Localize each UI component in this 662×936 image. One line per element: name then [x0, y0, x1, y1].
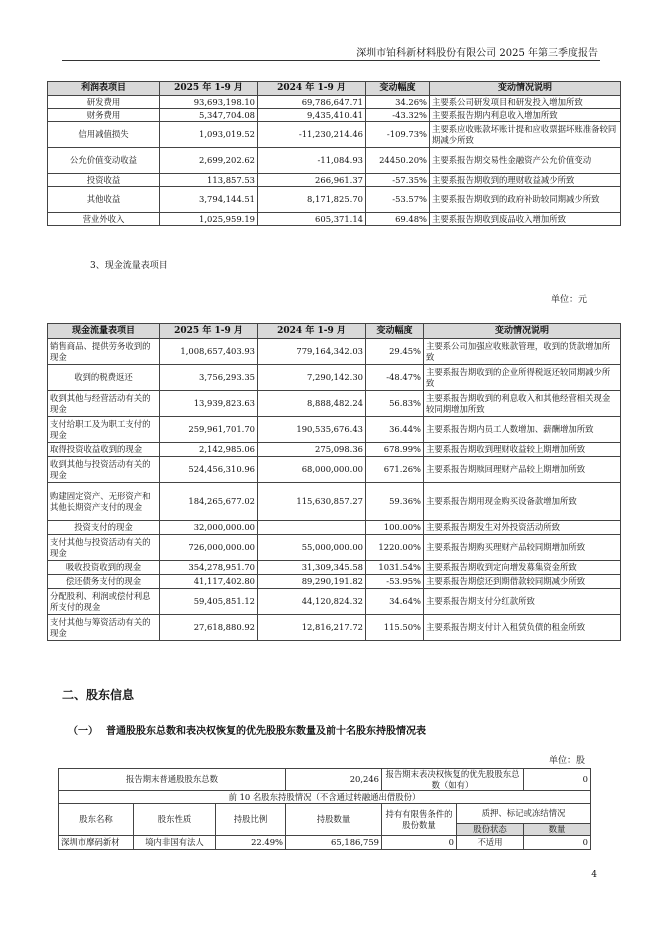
row-value-2025: 41,117,402.80 [160, 575, 258, 589]
row-value-2025: 524,456,310.96 [160, 457, 258, 483]
row-value-2025: 726,000,000.00 [160, 535, 258, 561]
holder-name: 深圳市摩码新材 [59, 836, 134, 850]
holder-quantity: 65,186,759 [286, 836, 382, 850]
row-change: 1220.00% [366, 535, 424, 561]
row-item: 支付其他与筹资活动有关的现金 [48, 615, 160, 641]
row-reason: 主要系报告期收到的政府补助较同期减少所致 [430, 187, 621, 213]
row-value-2024 [258, 521, 366, 535]
col-holder-nature: 股东性质 [134, 804, 216, 836]
row-item: 收到其他与经营活动有关的现金 [48, 391, 160, 417]
table-row [48, 339, 621, 365]
row-change: 100.00% [366, 521, 424, 535]
row-change: -53.57% [366, 187, 430, 213]
section-title-shareholders: 二、股东信息 [62, 688, 135, 702]
row-reason: 主要系报告期收到的企业所得税返还较同期减少所致 [424, 365, 621, 391]
row-item: 公允价值变动收益 [48, 148, 160, 174]
row-item: 其他收益 [48, 187, 160, 213]
total-holders-value: 20,246 [286, 769, 382, 791]
row-value-2025: 184,265,677.02 [160, 483, 258, 521]
row-reason: 主要系报告期支付分红款所致 [424, 589, 621, 615]
row-item: 财务费用 [48, 109, 160, 122]
report-header-title: 深圳市铂科新材料股份有限公司 2025 年第三季度报告 [356, 48, 598, 59]
row-item: 购建固定资产、无形资产和其他长期资产支付的现金 [48, 483, 160, 521]
row-reason: 主要系应收账款坏账计提和应收票据坏账准备较同期减少所致 [430, 122, 621, 148]
row-value-2024: 8,888,482.24 [258, 391, 366, 417]
income-col-item: 利润表项目 [48, 82, 160, 96]
row-change: 678.99% [366, 443, 424, 457]
row-value-2025: 5,347,704.08 [160, 109, 258, 122]
income-statement-table [47, 81, 621, 226]
shareholders-table [58, 768, 591, 850]
row-item: 偿还债务支付的现金 [48, 575, 160, 589]
income-col-2025: 2025 年 1-9 月 [160, 82, 258, 96]
col-pledge-amount: 数量 [524, 824, 591, 836]
row-value-2024: -11,230,214.46 [258, 122, 366, 148]
row-value-2025: 3,756,293.35 [160, 365, 258, 391]
row-item: 投资收益 [48, 174, 160, 187]
row-item: 研发费用 [48, 96, 160, 109]
row-value-2025: 259,961,701.70 [160, 417, 258, 443]
row-item: 投资支付的现金 [48, 521, 160, 535]
row-change: -53.95% [366, 575, 424, 589]
row-reason: 主要系报告期发生对外投资活动所致 [424, 521, 621, 535]
col-pledge-group: 质押、标记或冻结情况 [457, 804, 591, 824]
table-row [48, 365, 621, 391]
cashflow-col-2025: 2025 年 1-9 月 [160, 324, 258, 339]
row-reason: 主要系报告期收到理财收益较上期增加所致 [424, 443, 621, 457]
row-reason: 主要系报告期内员工人数增加、薪酬增加所致 [424, 417, 621, 443]
pref-holders-value: 0 [524, 769, 591, 791]
row-reason: 主要系报告期收到废品收入增加所致 [430, 213, 621, 226]
holder-pledge-amount: 0 [524, 836, 591, 850]
row-value-2025: 1,008,657,403.93 [160, 339, 258, 365]
row-value-2024: 8,171,825.70 [258, 187, 366, 213]
table-row [48, 96, 621, 109]
income-header-row [48, 82, 621, 96]
table-row [48, 122, 621, 148]
row-item: 吸收投资收到的现金 [48, 561, 160, 575]
row-item: 收到的税费返还 [48, 365, 160, 391]
row-value-2025: 93,693,198.10 [160, 96, 258, 109]
row-change: 69.48% [366, 213, 430, 226]
top10-label-row [59, 791, 591, 804]
row-value-2025: 13,939,823.63 [160, 391, 258, 417]
row-reason: 主要系报告期赎回理财产品较上期增加所致 [424, 457, 621, 483]
table-row [59, 836, 591, 850]
row-value-2024: 605,371.14 [258, 213, 366, 226]
table-row [48, 443, 621, 457]
row-value-2024: 9,435,410.41 [258, 109, 366, 122]
income-col-reason: 变动情况说明 [430, 82, 621, 96]
cashflow-unit: 单位：元 [550, 295, 587, 305]
row-item: 取得投资收益收到的现金 [48, 443, 160, 457]
row-item: 支付其他与投资活动有关的现金 [48, 535, 160, 561]
row-reason: 主要系报告期支付计入租赁负债的租金所致 [424, 615, 621, 641]
header-divider [62, 60, 600, 61]
holder-nature: 境内非国有法人 [134, 836, 216, 850]
table-row [48, 589, 621, 615]
table-row [48, 148, 621, 174]
row-change: -109.73% [366, 122, 430, 148]
col-restricted-shares: 持有有限售条件的股份数量 [382, 804, 457, 836]
row-reason: 主要系报告期内利息收入增加所致 [430, 109, 621, 122]
row-value-2025: 113,857.53 [160, 174, 258, 187]
row-reason: 主要系报告期购买理财产品较同期增加所致 [424, 535, 621, 561]
row-change: 29.45% [366, 339, 424, 365]
holder-restricted: 0 [382, 836, 457, 850]
row-value-2024: 55,000,000.00 [258, 535, 366, 561]
row-item: 营业外收入 [48, 213, 160, 226]
row-change: -57.35% [366, 174, 430, 187]
table-row [48, 521, 621, 535]
row-reason: 主要系报告期收到的利息收入和其他经营相关现金较同期增加所致 [424, 391, 621, 417]
row-change: 34.64% [366, 589, 424, 615]
row-reason: 主要系报告期收到的理财收益减少所致 [430, 174, 621, 187]
subsection-text: 普通股股东总数和表决权恢复的优先股股东数量及前十名股东持股情况表 [106, 726, 426, 737]
row-value-2025: 32,000,000.00 [160, 521, 258, 535]
income-col-change: 变动幅度 [366, 82, 430, 96]
row-reason: 主要系报告期用现金购买设备款增加所致 [424, 483, 621, 521]
row-value-2024: 31,309,345.58 [258, 561, 366, 575]
holders-unit: 单位：股 [548, 756, 585, 766]
table-row [48, 615, 621, 641]
row-value-2025: 1,025,959.19 [160, 213, 258, 226]
row-value-2024: 44,120,824.32 [258, 589, 366, 615]
table-row [48, 213, 621, 226]
col-share-status: 股份状态 [457, 824, 524, 836]
cashflow-section-label: 3、现金流量表项目 [90, 261, 168, 271]
cashflow-col-2024: 2024 年 1-9 月 [258, 324, 366, 339]
top10-label: 前 10 名股东持股情况（不含通过转融通出借股份） [59, 791, 591, 804]
holders-header-row-1 [59, 804, 591, 824]
row-change: 59.36% [366, 483, 424, 521]
cashflow-header-row [48, 324, 621, 339]
row-value-2024: 779,164,342.03 [258, 339, 366, 365]
cashflow-table [47, 323, 621, 641]
row-value-2024: 7,290,142.30 [258, 365, 366, 391]
row-value-2024: 275,098.36 [258, 443, 366, 457]
row-item: 收到其他与投资活动有关的现金 [48, 457, 160, 483]
table-row [48, 174, 621, 187]
subsection-number: （一） [68, 726, 98, 737]
row-change: 56.83% [366, 391, 424, 417]
table-row [48, 457, 621, 483]
row-value-2025: 1,093,019.52 [160, 122, 258, 148]
table-row [48, 575, 621, 589]
row-value-2024: 115,630,857.27 [258, 483, 366, 521]
row-value-2025: 3,794,144.51 [160, 187, 258, 213]
table-row [48, 391, 621, 417]
row-value-2024: 89,290,191.82 [258, 575, 366, 589]
cashflow-col-item: 现金流量表项目 [48, 324, 160, 339]
row-change: 671.26% [366, 457, 424, 483]
table-row [48, 535, 621, 561]
row-reason: 主要系公司研发项目和研发投入增加所致 [430, 96, 621, 109]
row-value-2025: 2,142,985.06 [160, 443, 258, 457]
row-change: -48.47% [366, 365, 424, 391]
holder-ratio: 22.49% [216, 836, 286, 850]
row-item: 支付给职工及为职工支付的现金 [48, 417, 160, 443]
row-change: 36.44% [366, 417, 424, 443]
page-number: 4 [591, 870, 597, 880]
col-holding-quantity: 持股数量 [286, 804, 382, 836]
row-reason: 主要系报告期收到定向增发募集资金所致 [424, 561, 621, 575]
subsection-title [68, 722, 426, 737]
holders-total-row [59, 769, 591, 791]
table-row [48, 561, 621, 575]
row-value-2024: 190,535,676.43 [258, 417, 366, 443]
row-value-2025: 27,618,880.92 [160, 615, 258, 641]
row-value-2024: 69,786,647.71 [258, 96, 366, 109]
holder-pledge-status: 不适用 [457, 836, 524, 850]
cashflow-col-change: 变动幅度 [366, 324, 424, 339]
row-reason: 主要系报告期偿还到期借款较同期减少所致 [424, 575, 621, 589]
table-row [48, 109, 621, 122]
row-value-2024: 68,000,000.00 [258, 457, 366, 483]
pref-holders-label: 报告期末表决权恢复的优先股股东总数（如有） [382, 769, 524, 791]
col-holder-name: 股东名称 [59, 804, 134, 836]
row-change: 1031.54% [366, 561, 424, 575]
table-row [48, 417, 621, 443]
row-change: 24450.20% [366, 148, 430, 174]
row-value-2025: 354,278,951.70 [160, 561, 258, 575]
row-change: 115.50% [366, 615, 424, 641]
table-row [48, 187, 621, 213]
row-value-2025: 2,699,202.62 [160, 148, 258, 174]
row-reason: 主要系公司加强应收账款管理，收到的货款增加所致 [424, 339, 621, 365]
row-value-2024: 12,816,217.72 [258, 615, 366, 641]
col-holding-ratio: 持股比例 [216, 804, 286, 836]
row-value-2024: 266,961.37 [258, 174, 366, 187]
row-item: 分配股利、利润或偿付利息所支付的现金 [48, 589, 160, 615]
row-item: 销售商品、提供劳务收到的现金 [48, 339, 160, 365]
row-item: 信用减值损失 [48, 122, 160, 148]
total-holders-label: 报告期末普通股股东总数 [59, 769, 286, 791]
income-col-2024: 2024 年 1-9 月 [258, 82, 366, 96]
table-row [48, 483, 621, 521]
row-value-2025: 59,405,851.12 [160, 589, 258, 615]
row-change: 34.26% [366, 96, 430, 109]
row-change: -43.32% [366, 109, 430, 122]
cashflow-col-reason: 变动情况说明 [424, 324, 621, 339]
row-reason: 主要系报告期交易性金融资产公允价值变动 [430, 148, 621, 174]
row-value-2024: -11,084.93 [258, 148, 366, 174]
